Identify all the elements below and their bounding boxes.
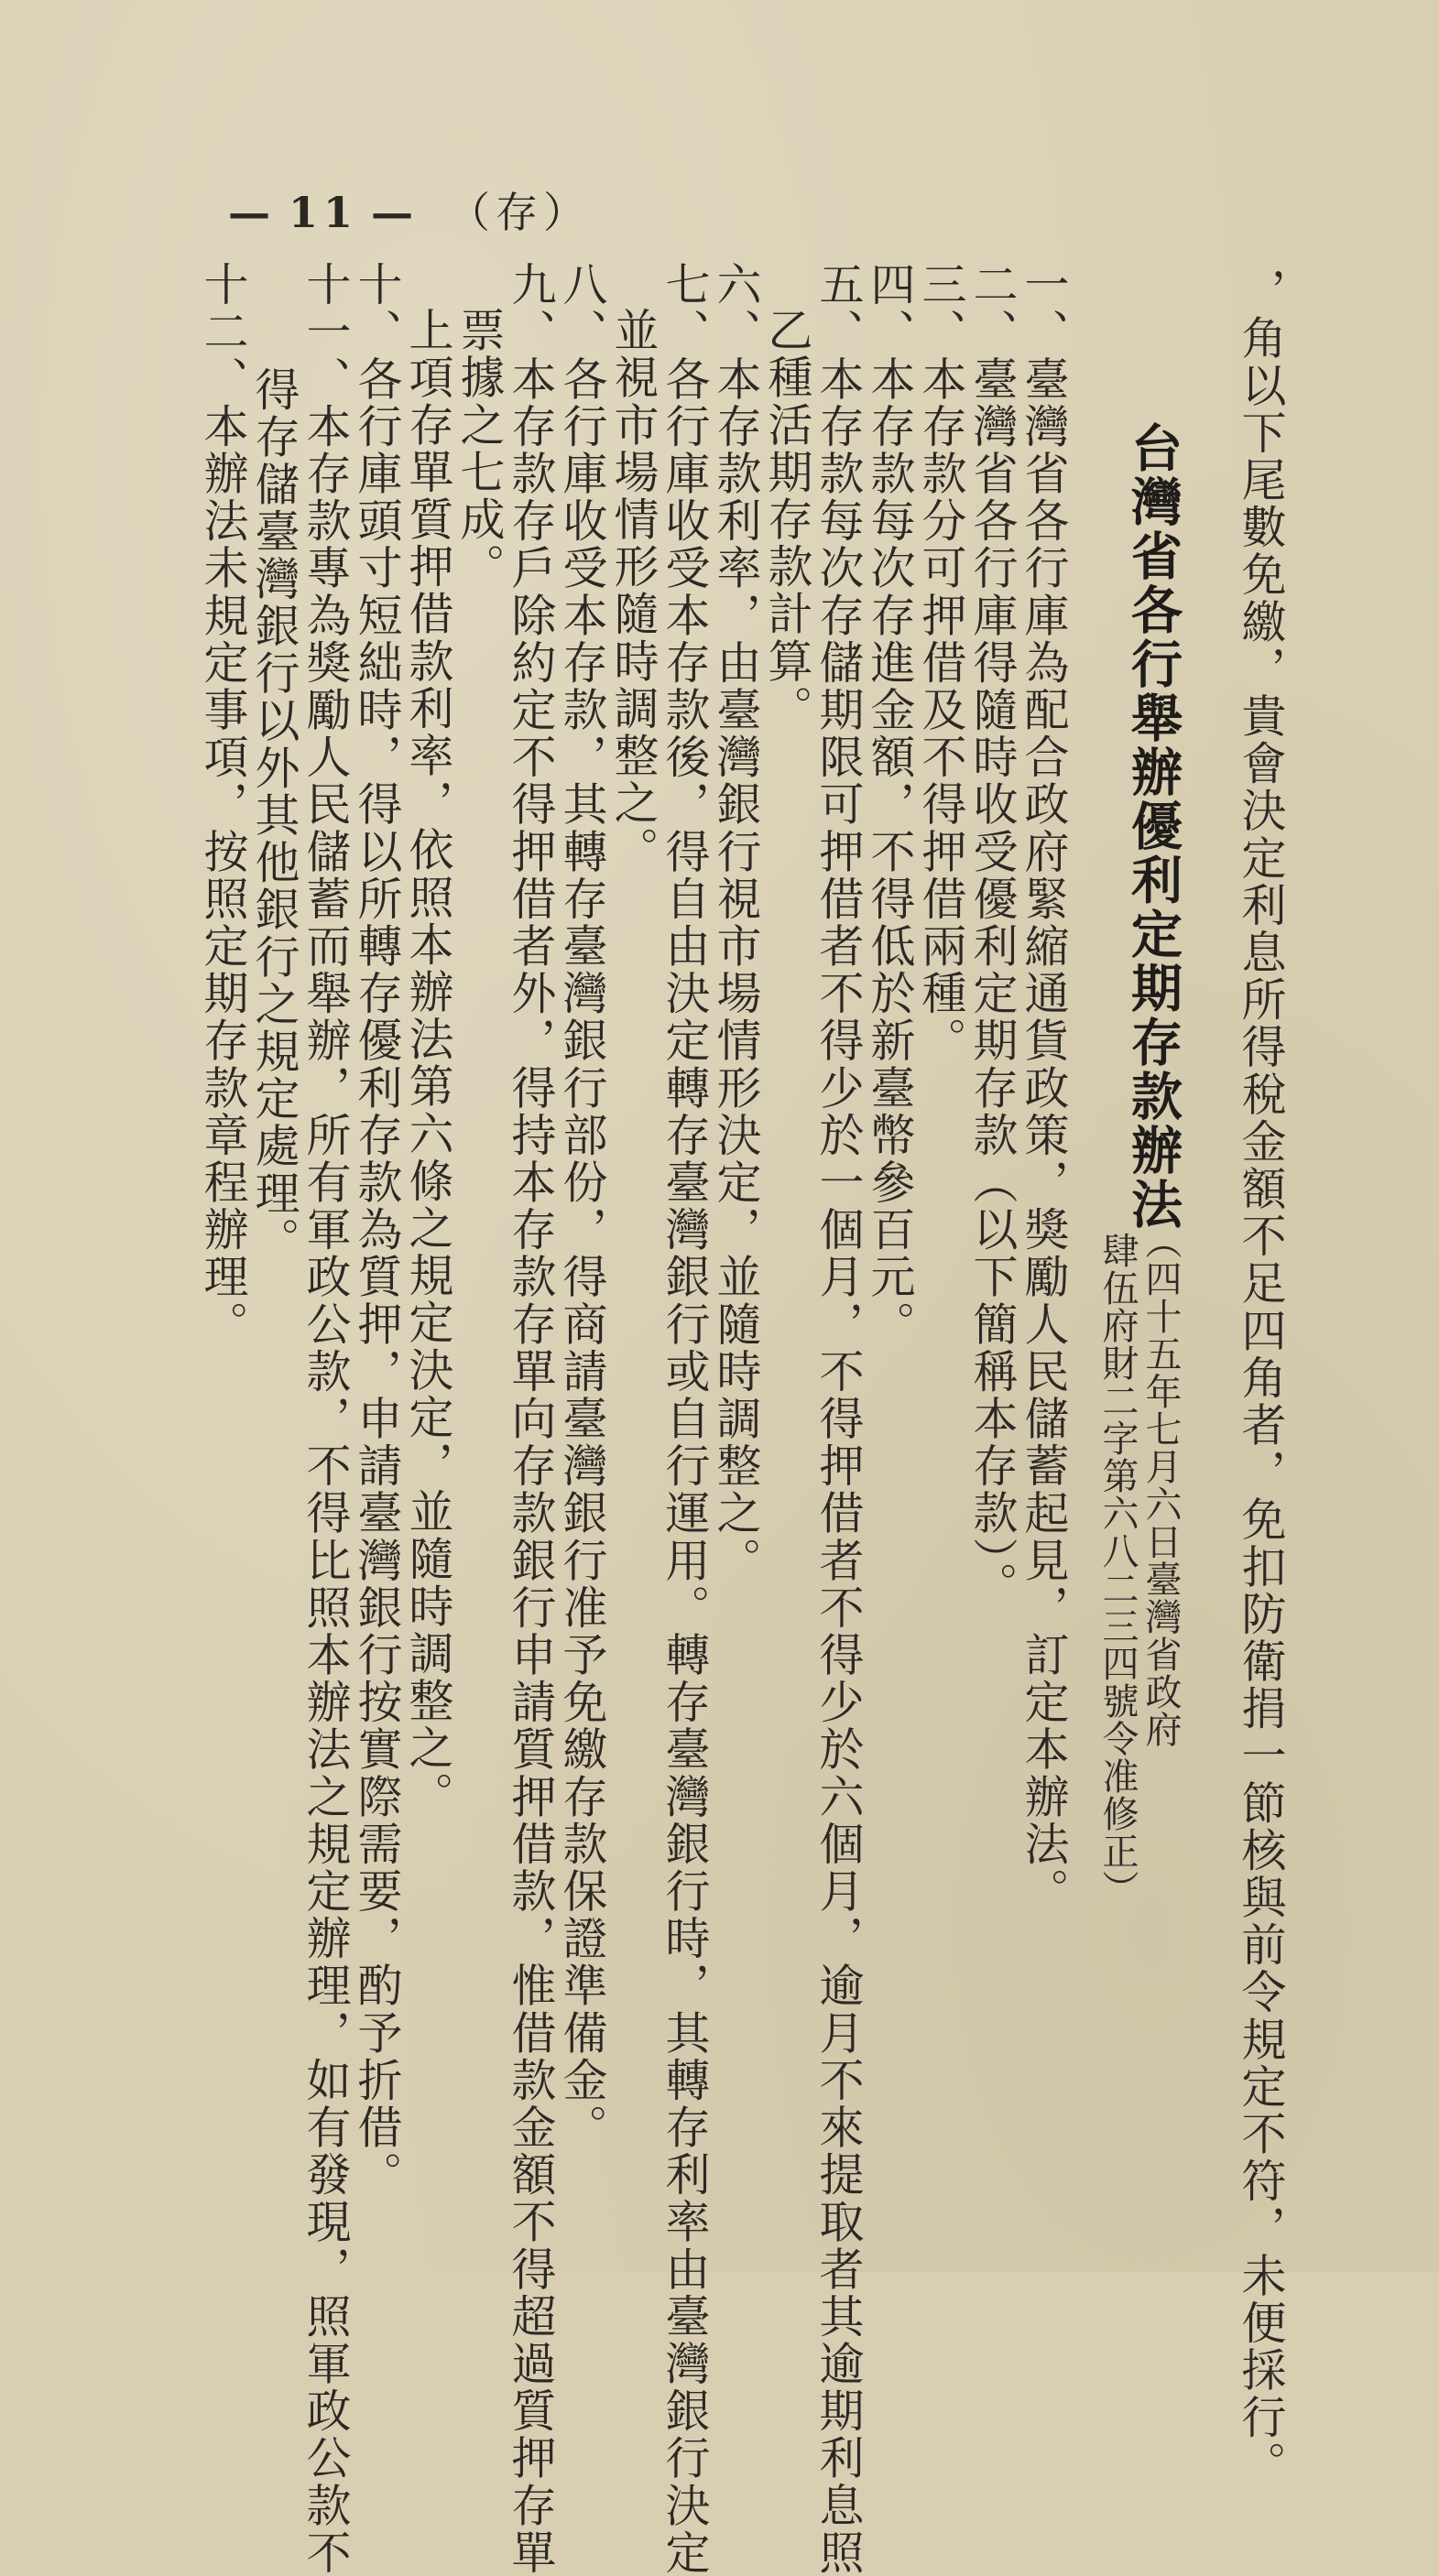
amendment-note-line-1: （四十五年七月六日臺灣省政府 [1139, 1223, 1182, 1748]
article-number: 六、 [710, 261, 762, 356]
article-number: 九、 [505, 261, 557, 356]
page-number: 11 [289, 188, 359, 237]
article-number: 八、 [556, 261, 608, 356]
article-10 [351, 261, 403, 2199]
article-12 [197, 261, 249, 1348]
article-number: 三、 [915, 261, 967, 356]
article-8 [556, 261, 608, 2152]
dash-right: — [371, 188, 420, 237]
article-7-continuation: 並視市場情形隨時調整之。 [607, 307, 660, 875]
article-number: 七、 [659, 261, 711, 356]
article-5 [812, 261, 865, 2576]
article-number: 十、 [351, 261, 403, 356]
article-text: 各行庫頭寸短絀時，得以所轉存優利存款為質押，申請臺灣銀行按實際需要，酌予折借。 [351, 355, 403, 2199]
article-1 [1018, 261, 1070, 1916]
article-3 [915, 261, 967, 1065]
article-number: 二、 [966, 261, 1019, 356]
article-text: 各行庫收受本存款，其轉存臺灣銀行部份，得商請臺灣銀行准予免繳存款保證準備金。 [556, 355, 608, 2152]
article-text: 臺灣省各行庫得隨時收受優利定期存款（以下簡稱本存款）。 [966, 355, 1019, 1609]
article-text: 臺灣省各行庫為配合政府緊縮通貨政策，獎勵人民儲蓄起見，訂定本辦法。 [1018, 355, 1070, 1916]
article-11 [300, 261, 352, 2576]
article-number: 五、 [812, 261, 865, 356]
article-11-continuation: 得存儲臺灣銀行以外其他銀行之規定處理。 [248, 366, 300, 1265]
article-text: 本辦法未規定事項，按照定期存款章程辦理。 [197, 402, 249, 1348]
article-text: 本存款每次存儲期限可押借者不得少於一個月，不得押借者不得少於六個月，逾月不來提取者其逾期利息照 [812, 355, 865, 2576]
article-4 [864, 261, 916, 1348]
article-number: 十二、 [197, 261, 249, 403]
article-6 [710, 261, 762, 1584]
article-number: 四、 [864, 261, 916, 356]
section-mark: （存） [448, 188, 592, 237]
article-9 [505, 261, 557, 2576]
article-text: 各行庫收受本存款後，得自由決定轉存臺灣銀行或自行運用。轉存臺灣銀行時，其轉存利率由臺灣銀行決定 [659, 355, 711, 2576]
article-number: 十一、 [300, 261, 352, 403]
page-header [215, 179, 591, 240]
article-number: 一、 [1018, 261, 1070, 356]
article-text: 本存款存戶除約定不得押借者外，得持本存款存單向存款銀行申請質押借款，惟借款金額不得超過質押存單 [505, 355, 557, 2576]
article-text: 本存款每次存進金額，不得低於新臺幣參百元。 [864, 355, 916, 1348]
article-9-paragraph-2: 上項存單質押借款利率，依照本辦法第六條之規定決定，並隨時調整之。 [402, 307, 454, 1820]
article-7 [659, 261, 711, 2576]
article-text: 本存款專為獎勵人民儲蓄而舉辦，所有軍政公款，不得比照本辦法之規定辦理，如有發現，照軍政公款不 [300, 402, 352, 2576]
article-9-continuation: 票據之七成。 [453, 307, 506, 591]
document-title: 台灣省各行舉辦優利定期存款辦法 [1123, 421, 1183, 1232]
article-text: 本存款利率，由臺灣銀行視市場情形決定，並隨時調整之。 [710, 355, 762, 1584]
article-5-continuation: 乙種活期存款計算。 [761, 307, 813, 733]
article-2 [966, 261, 1019, 1609]
amendment-note-line-2: 肆伍府財二字第六八二三四號令准修正） [1096, 1232, 1139, 1908]
article-text: 本存款分可押借及不得押借兩種。 [915, 355, 967, 1065]
preceding-text-line: ，角以下尾數免繳，貴會決定利息所得稅金額不足四角者，免扣防衛捐一節核與前令規定不符，未便採行。 [1235, 267, 1287, 2489]
dash-left: — [228, 188, 276, 237]
